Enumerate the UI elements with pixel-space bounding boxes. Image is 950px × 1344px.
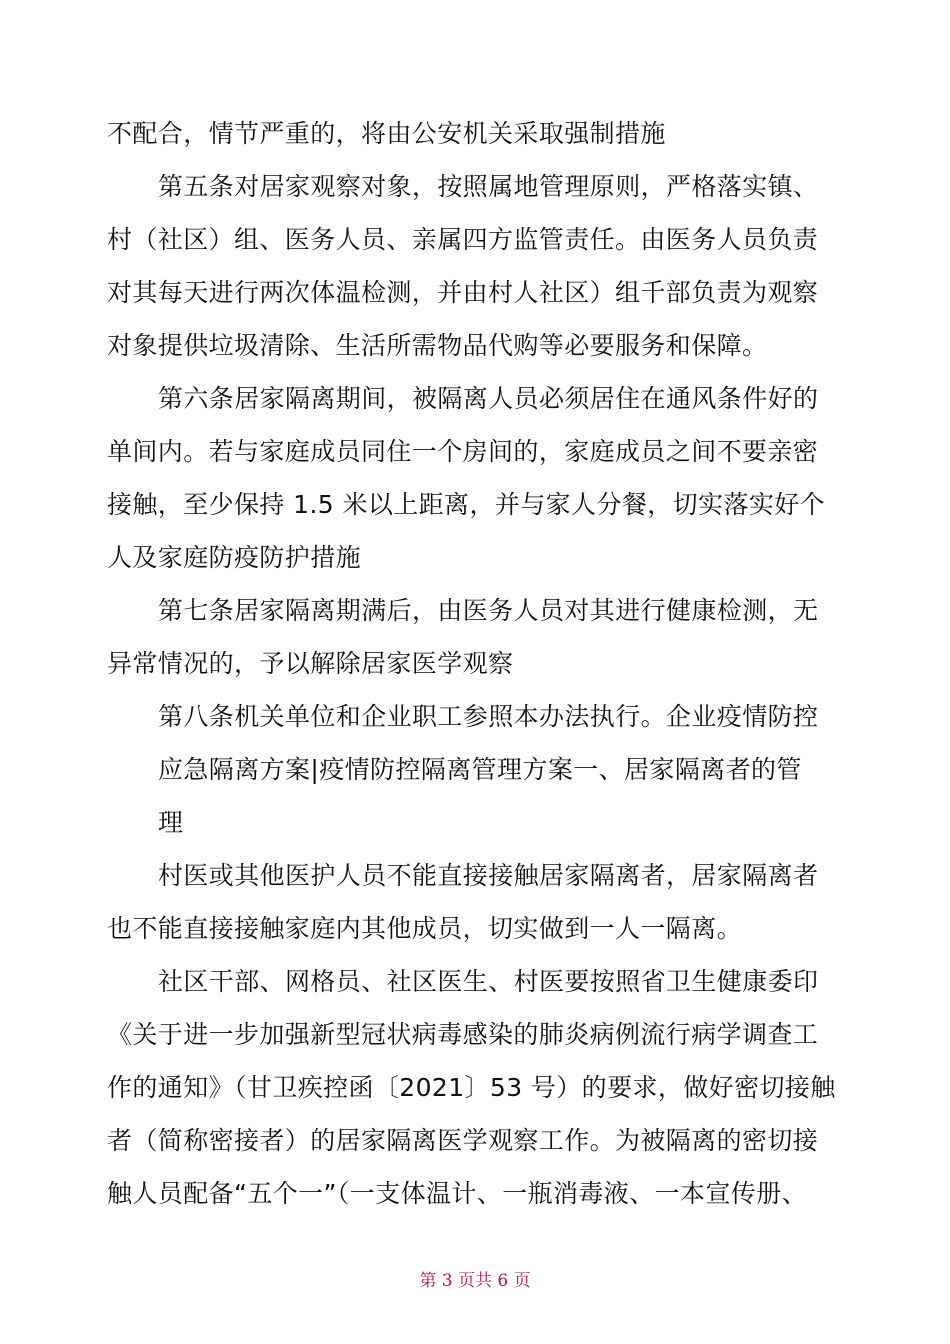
text-line: 对象提供垃圾清除、生活所需物品代购等必要服务和保障。 <box>107 331 768 360</box>
text-line: 作的通知》（甘卫疾控函〔2021〕53 号）的要求，做好密切接触 <box>107 1073 836 1102</box>
text-line: 第七条居家隔离期满后，由医务人员对其进行健康检测，无 <box>158 596 819 625</box>
text-line: 第六条居家隔离期间，被隔离人员必须居住在通风条件好的 <box>158 384 819 413</box>
text-line: 应急隔离方案|疫情防控隔离管理方案一、居家隔离者的管 <box>158 755 802 784</box>
text-line: 村（社区）组、医务人员、亲属四方监管责任。由医务人员负责 <box>107 225 819 254</box>
text-line: 不配合，情节严重的，将由公安机关采取强制措施 <box>107 119 666 148</box>
text-line: 接触，至少保持 1.5 米以上距离，并与家人分餐，切实落实好个 <box>107 490 826 519</box>
text-line: 社区干部、网格员、社区医生、村医要按照省卫生健康委印 <box>158 967 819 996</box>
text-line: 《关于进一步加强新型冠状病毒感染的肺炎病例流行病学调查工 <box>107 1020 819 1049</box>
text-line: 对其每天进行两次体温检测，并由村人社区）组千部负责为观察 <box>107 278 819 307</box>
text-line: 单间内。若与家庭成员同住一个房间的，家庭成员之间不要亲密 <box>107 437 819 466</box>
text-line: 第八条机关单位和企业职工参照本办法执行。企业疫情防控 <box>158 702 819 731</box>
text-line: 异常情况的，予以解除居家医学观察 <box>107 649 514 678</box>
text-line: 者（简称密接者）的居家隔离医学观察工作。为被隔离的密切接 <box>107 1126 819 1155</box>
text-line: 触人员配备“五个一”（一支体温计、一瓶消毒液、一本宣传册、 <box>107 1179 808 1208</box>
text-line: 也不能直接接触家庭内其他成员，切实做到一人一隔离。 <box>107 914 743 943</box>
page-number-footer: 第 3 页共 6 页 <box>419 1271 531 1291</box>
text-line: 村医或其他医护人员不能直接接触居家隔离者，居家隔离者 <box>158 861 819 890</box>
text-line: 理 <box>158 808 184 837</box>
text-line: 人及家庭防疫防护措施 <box>107 543 362 572</box>
text-line: 第五条对居家观察对象，按照属地管理原则，严格落实镇、 <box>158 172 819 201</box>
